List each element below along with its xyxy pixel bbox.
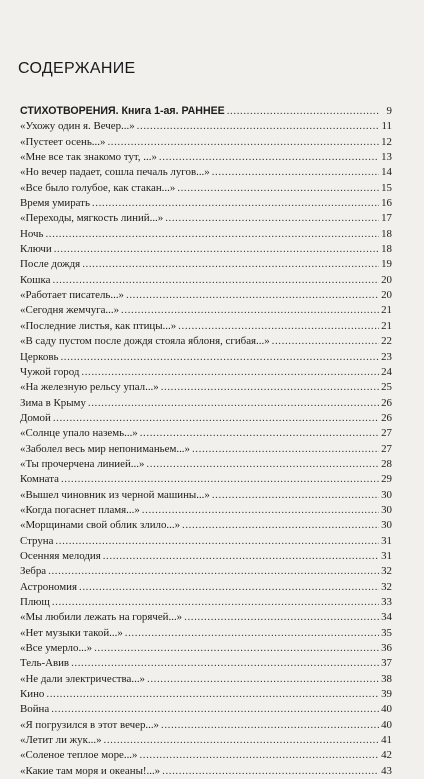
toc-entry-title: «Летит ли жук...»: [20, 734, 102, 747]
toc-entry-page-number: 13: [381, 151, 392, 164]
toc-entry-page-number: 30: [381, 503, 392, 516]
toc-entry: [20, 135, 392, 150]
toc-entry: [20, 534, 392, 549]
toc-entry-page-number: 31: [381, 549, 392, 562]
toc-entry: [20, 442, 392, 457]
toc-entry: [20, 150, 392, 165]
toc-entry-title: Церковь: [20, 350, 59, 363]
toc-entry-title: Домой: [20, 411, 51, 424]
toc-entry: [20, 656, 392, 671]
toc-entry: [20, 472, 392, 487]
toc-entry: [20, 549, 392, 564]
dot-leader: [139, 748, 379, 763]
toc-entry-title: «Какие там моря и океаны!...»: [20, 764, 161, 777]
dot-leader: [79, 580, 379, 595]
toc-entry-title: Кошка: [20, 273, 51, 286]
dot-leader: [60, 350, 379, 365]
toc-entry-page-number: 18: [381, 227, 392, 240]
toc-entry-title: Чужой город: [20, 365, 80, 378]
dot-leader: [161, 718, 379, 733]
toc-entry: [20, 273, 392, 288]
toc-entry-page-number: 35: [381, 626, 392, 639]
toc-entry-page-number: 19: [381, 258, 392, 271]
toc-entry-title: Ключи: [20, 243, 52, 256]
dot-leader: [71, 656, 379, 671]
dot-leader: [192, 442, 379, 457]
toc-entry-title: «Последние листья, как птицы...»: [20, 319, 177, 332]
toc-entry: [20, 319, 392, 334]
toc-entry-page-number: 34: [381, 611, 392, 624]
toc-entry-page-number: 42: [381, 749, 392, 762]
dot-leader: [121, 303, 379, 318]
toc-entry-title: «Соленое теплое море...»: [20, 749, 138, 762]
toc-entry: [20, 119, 392, 134]
toc-entry: [20, 687, 392, 702]
toc-entry: [20, 488, 392, 503]
toc-entry: [20, 350, 392, 365]
toc-entry-page-number: 18: [381, 243, 392, 256]
toc-entry-page-number: 25: [381, 381, 392, 394]
dot-leader: [55, 534, 379, 549]
toc-entry: [20, 595, 392, 610]
dot-leader: [137, 119, 379, 134]
toc-entry-title: «Сегодня жемчуга...»: [20, 304, 120, 317]
toc-entry-title: Война: [20, 703, 50, 716]
dot-leader: [107, 135, 379, 150]
toc-entry-page-number: 41: [381, 734, 392, 747]
toc-entry: [20, 334, 392, 349]
toc-entry-title: Ночь: [20, 227, 44, 240]
toc-entry-page-number: 16: [381, 197, 392, 210]
dot-leader: [53, 411, 379, 426]
toc-entry: [20, 426, 392, 441]
toc-entry: [20, 411, 392, 426]
toc-entry: [20, 764, 392, 779]
toc-entry-title: «Морщинами свой облик злило...»: [20, 519, 181, 532]
page-title: СОДЕРЖАНИЕ: [18, 60, 136, 77]
toc-entry-page-number: 32: [381, 565, 392, 578]
toc-entry-title: «Мы любили лежать на горячей...»: [20, 611, 183, 624]
dot-leader: [54, 242, 379, 257]
toc-entry-title: «На железную рельсу упал...»: [20, 381, 159, 394]
toc-entry-page-number: 23: [381, 350, 392, 363]
toc-entry-title: Кино: [20, 688, 45, 701]
dot-leader: [147, 672, 379, 687]
dot-leader: [126, 288, 379, 303]
toc-entry: [20, 702, 392, 717]
toc-entry-title: Зима в Крыму: [20, 396, 86, 409]
toc-entry-title: Осенняя мелодия: [20, 549, 101, 562]
toc-entry-page-number: 40: [381, 718, 392, 731]
toc-entry: [20, 365, 392, 380]
toc-entry: [20, 503, 392, 518]
toc-entry: [20, 610, 392, 625]
toc-entry-page-number: 40: [381, 703, 392, 716]
toc-entry-page-number: 37: [381, 657, 392, 670]
toc-entry-title: «Работает писатель...»: [20, 289, 125, 302]
toc-entry-page-number: 33: [381, 596, 392, 608]
toc-entry-title: Комната: [20, 473, 59, 486]
toc-entry-title: «Но вечер падает, сошла печаль лугов...»: [20, 166, 210, 179]
toc-entry: [20, 196, 392, 211]
toc-entry-title: «Ты прочерчена линией...»: [20, 457, 145, 470]
toc-entry-title: Время умирать: [20, 197, 90, 210]
toc-entry-page-number: 26: [381, 411, 392, 424]
dot-leader: [51, 702, 379, 717]
toc-entry: [20, 396, 392, 411]
toc-entry-title: СТИХОТВОРЕНИЯ. Книга 1-ая. РАННЕЕ: [20, 105, 225, 117]
dot-leader: [212, 165, 379, 180]
toc-entry: [20, 457, 392, 472]
toc-entry: [20, 242, 392, 257]
dot-leader: [125, 626, 379, 641]
toc-entry-page-number: 32: [381, 580, 392, 593]
toc-entry-title: «Пустеет осень...»: [20, 135, 106, 148]
dot-leader: [82, 257, 379, 272]
dot-leader: [94, 641, 379, 656]
toc-entry-title: «Ухожу один я. Вечер...»: [20, 120, 135, 133]
toc-entry-title: «Все было голубое, как стакан...»: [20, 181, 176, 194]
toc-entry: [20, 518, 392, 533]
toc-entry-page-number: 17: [381, 212, 392, 225]
dot-leader: [88, 396, 379, 411]
toc-entry: [20, 580, 392, 595]
toc-entry: [20, 288, 392, 303]
toc-entry-title: Тель-Авив: [20, 657, 70, 670]
dot-leader: [161, 380, 379, 395]
toc-entry-title: «Мне все так знакомо тут, ...»: [20, 151, 157, 164]
toc-section-heading: [20, 104, 392, 119]
toc-entry-title: Струна: [20, 534, 54, 547]
toc-entry-page-number: 36: [381, 642, 392, 655]
toc-entry: [20, 165, 392, 180]
dot-leader: [178, 319, 379, 334]
toc-entry-title: «Нет музыки такой...»: [20, 626, 123, 639]
toc-entry: [20, 564, 392, 579]
toc-entry: [20, 227, 392, 242]
toc-entry-title: Астрономия: [20, 580, 78, 593]
dot-leader: [165, 211, 379, 226]
toc-entry-title: «Все умерло...»: [20, 642, 93, 655]
dot-leader: [159, 150, 379, 165]
toc-entry-title: «Заболел весь мир непониманьем...»: [20, 442, 190, 455]
toc-entry-page-number: 20: [381, 273, 392, 286]
toc-entry: [20, 733, 392, 748]
toc-entry: [20, 641, 392, 656]
dot-leader: [81, 365, 379, 380]
dot-leader: [162, 764, 379, 779]
toc-entry-title: «Вышел чиновник из черной машины...»: [20, 488, 210, 501]
toc-entry: [20, 257, 392, 272]
toc-entry-title: Плющ: [20, 596, 50, 608]
toc-entry-page-number: 39: [381, 688, 392, 701]
dot-leader: [53, 273, 379, 288]
toc-entry-page-number: 30: [381, 488, 392, 501]
toc-entry-page-number: 43: [381, 764, 392, 777]
toc-entry-title: Зебра: [20, 565, 47, 578]
toc-entry: [20, 303, 392, 318]
dot-leader: [46, 687, 379, 702]
dot-leader: [45, 227, 379, 242]
dot-leader: [177, 181, 379, 196]
dot-leader: [140, 426, 379, 441]
toc-entry-page-number: 24: [381, 365, 392, 378]
toc-entry-page-number: 20: [381, 289, 392, 302]
toc-entry: [20, 181, 392, 196]
toc-entry-page-number: 26: [381, 396, 392, 409]
dot-leader: [184, 610, 379, 625]
toc-entry-page-number: 21: [381, 304, 392, 317]
dot-leader: [212, 488, 379, 503]
toc-entry-page-number: 21: [381, 319, 392, 332]
toc-entry: [20, 211, 392, 226]
table-of-contents: [20, 104, 392, 779]
toc-entry-page-number: 12: [381, 135, 392, 148]
toc-entry: [20, 748, 392, 763]
dot-leader: [52, 595, 379, 610]
toc-entry-title: «Я погрузился в этот вечер...»: [20, 718, 159, 731]
toc-entry-title: После дождя: [20, 258, 81, 271]
dot-leader: [182, 518, 379, 533]
toc-entry-page-number: 11: [381, 120, 392, 133]
toc-entry-title: «Солнце упало наземь...»: [20, 427, 138, 440]
toc-entry: [20, 718, 392, 733]
dot-leader: [48, 564, 379, 579]
dot-leader: [92, 196, 379, 211]
dot-leader: [146, 457, 379, 472]
toc-entry-title: «Переходы, мягкость линий...»: [20, 212, 164, 225]
toc-entry: [20, 380, 392, 395]
dot-leader: [61, 472, 379, 487]
toc-entry: [20, 672, 392, 687]
toc-entry-page-number: 30: [381, 519, 392, 532]
dot-leader: [142, 503, 379, 518]
toc-entry: [20, 626, 392, 641]
toc-entry-page-number: 15: [381, 181, 392, 194]
toc-entry-page-number: 28: [381, 457, 392, 470]
toc-entry-page-number: 22: [381, 335, 392, 348]
toc-entry-page-number: 9: [386, 105, 392, 117]
dot-leader: [227, 104, 379, 119]
toc-entry-page-number: 27: [381, 442, 392, 455]
toc-entry-page-number: 27: [381, 427, 392, 440]
toc-entry-page-number: 31: [381, 534, 392, 547]
toc-entry-page-number: 38: [381, 672, 392, 685]
dot-leader: [103, 549, 379, 564]
toc-entry-page-number: 29: [381, 473, 392, 486]
toc-entry-title: «В саду пустом после дождя стояла яблоня, сгибая...»: [20, 335, 270, 348]
toc-entry-title: «Не дали электричества...»: [20, 672, 146, 685]
dot-leader: [104, 733, 379, 748]
dot-leader: [272, 334, 379, 349]
toc-entry-title: «Когда погаснет пламя...»: [20, 503, 140, 516]
toc-entry-page-number: 14: [381, 166, 392, 179]
